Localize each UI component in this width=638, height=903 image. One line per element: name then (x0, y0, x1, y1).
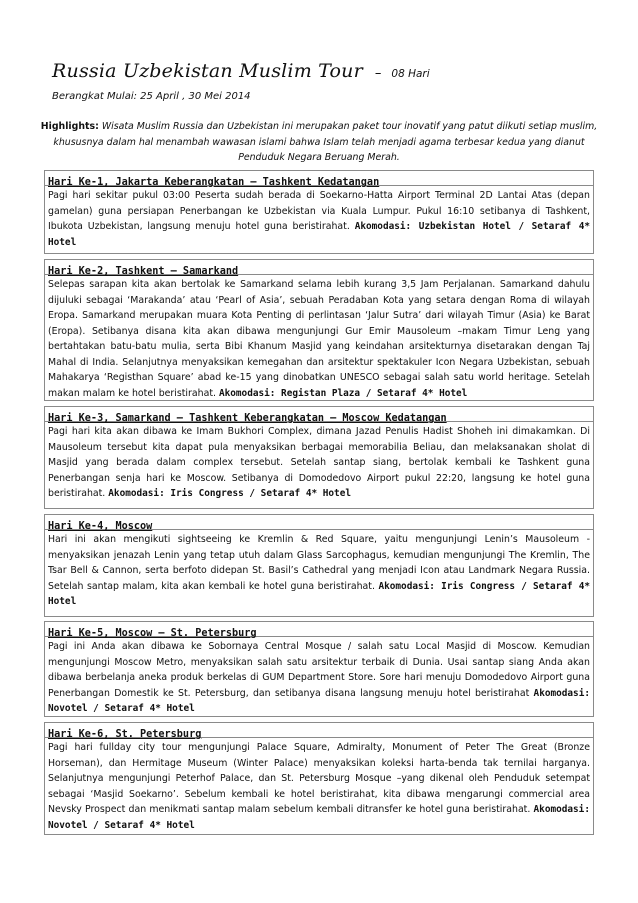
departure-dates: Berangkat Mulai: 25 April , 30 Mei 2014 (52, 91, 251, 102)
day-title: Hari Ke-3, Samarkand – Tashkent Keberangkatan – Moscow Kedatangan (48, 413, 447, 424)
day-header (45, 407, 593, 422)
highlights-text: Wisata Muslim Russia dan Uzbekistan ini merupakan paket tour inovatif yang patut diikuti setiap muslim, khususnya dalam hal menambah wawasan islami bahwa Islam telah menjadi agama terbesar kedua yang dianut Penduduk Negara Beruang Merah. (53, 121, 598, 164)
day-description (45, 186, 593, 251)
day-box-2 (44, 259, 594, 401)
tour-duration: 08 Hari (391, 68, 430, 80)
day-text: Selepas sarapan kita akan bertolak ke Samarkand selama lebih kurang 3,5 Jam Perjalanan. Samarkand dahulu dijuluki sebagai ‘Marakanda’ atau ‘Pearl of Asia’, sebuah Peradaban Kota yang setara dengan Roma di wilayah Eropa. Samarkand merupakan muara Kota Penting di perlintasan ‘Jalur Sutra’ dari wilayah Timur (Asia) ke Barat (Eropa). Setibanya disana kita akan dibawa mengunjungi Gur Emir Mausoleum –makam Timur Leng yang bertahtakan batu-batu mulia, serta Bibi Khanum Masjid yang keindahan arsitekturnya disetarakan dengan Taj Mahal di India. Selanjutnya menyaksikan kemegahan dan arsitektur spektakuler Icon Negara Uzbekistan, sebuah Mahakarya ‘Registhan Square’ abad ke-15 yang dinobatkan UNESCO sebagai salah satu world heritage. Setelah makan malam ke hotel beristirahat. (48, 279, 590, 399)
day-description (45, 738, 593, 834)
day-title: Hari Ke-1, Jakarta Keberangkatan – Tashkent Kedatangan (48, 177, 380, 188)
day-title: Hari Ke-6, St. Petersburg (48, 729, 202, 740)
day-accommodation: Akomodasi: Uzbekistan Hotel / Setaraf 4* Hotel (48, 221, 591, 248)
day-box-5 (44, 621, 594, 717)
day-text: Pagi hari sekitar pukul 03:00 Peserta sudah berada di Soekarno-Hatta Airport Terminal 2D Lantai Atas (depan gamelan) guna persiapan Penerbangan ke Uzbekistan via Kuala Lumpur. Pukul 16:10 setibanya di Tashkent, Ibukota Uzbekistan, langsung menuju hotel guna beristirahat. (48, 190, 590, 232)
day-text: Pagi hari fullday city tour mengunjungi Palace Square, Admiralty, Monument of Peter The Great (Bronze Horseman), dan Hermitage Museum (Winter Palace) menyaksikan koleksi harta-benda tak ternilai harganya. Selanjutnya mengunjungi Peterhof Palace, dan St. Petersburg Mosque –yang dikenal oleh Penduduk setempat sebagai ‘Masjid Soekarno’. Sebelum kembali ke hotel beristirahat, kita dibawa mengarungi commercial area Nevsky Prospect dan menikmati santap malam sebelum kembali ditransfer ke hotel guna beristirahat. (48, 742, 590, 815)
day-title: Hari Ke-4, Moscow (48, 521, 153, 532)
day-accommodation: Akomodasi: Iris Congress / Setaraf 4* Hotel (48, 580, 591, 607)
day-accommodation: Akomodasi: Iris Congress / Setaraf 4* Hotel (108, 488, 351, 499)
day-text: Pagi ini Anda akan dibawa ke Sobornaya Central Mosque / salah satu Local Masjid di Moscow. Kemudian mengunjungi Moscow Metro, menyaksikan salah satu arsitektur terbaik di Dunia. Usai santap siang Anda akan dibawa berbelanja aneka produk berkelas di GUM Department Store. Sore hari menuju Domodedovo Airport guna Penerbangan Domestik ke St. Petersburg, dan setibanya disana langsung menuju hotel beristirahat (48, 641, 590, 699)
day-description (45, 275, 593, 402)
day-header (45, 171, 593, 186)
page-title: Russia Uzbekistan Muslim Tour (52, 60, 363, 82)
title-row (52, 60, 430, 82)
day-text: Pagi hari kita akan dibawa ke Imam Bukhori Complex, dimana Jazad Penulis Hadist Shoheh ini dimakamkan. Di Mausoleum tersebut kita dapat pula menyaksikan berbagai memorabilia Beliau, dan melaksanakan sholat di Masjid yang berada dalam complex tersebut. Setelah santap siang, bertolak kembali ke Tashkent guna Penerbangan senja hari ke Moscow. Setibanya di Domodedovo Airport pukul 22:20, langsung ke hotel guna beristirahat. (48, 426, 590, 499)
day-title: Hari Ke-2, Tashkent – Samarkand (48, 266, 239, 277)
day-box-4 (44, 514, 594, 617)
day-title: Hari Ke-5, Moscow – St. Petersburg (48, 628, 257, 639)
day-box-6 (44, 722, 594, 835)
day-description (45, 637, 593, 718)
day-accommodation: Akomodasi: Novotel / Setaraf 4* Hotel (48, 687, 590, 714)
day-description (45, 530, 593, 611)
title-dash: – (374, 66, 382, 81)
day-header (45, 723, 593, 738)
day-box-1 (44, 170, 594, 254)
day-text: Hari ini akan mengikuti sightseeing ke Kremlin & Red Square, yaitu mengunjungi Lenin’s Mausoleum - menyaksikan jenazah Lenin yang tetap utuh dalam Glass Sarcophagus, kemudian mengunjungi The Kremlin, The Tsar Bell & Cannon, serta berfoto didepan St. Basil’s Cathedral yang menjadi Icon atau Landmark Negara Russia. Setelah santap malam, kita akan kembali ke hotel guna beristirahat. (48, 534, 590, 592)
day-header (45, 515, 593, 530)
day-header (45, 622, 593, 637)
day-box-3 (44, 406, 594, 509)
day-accommodation: Akomodasi: Registan Plaza / Setaraf 4* Hotel (218, 387, 468, 399)
highlights-paragraph (36, 119, 602, 166)
day-description (45, 422, 593, 503)
day-header (45, 260, 593, 275)
highlights-label: Highlights: (40, 121, 99, 132)
day-accommodation: Akomodasi: Novotel / Setaraf 4* Hotel (48, 804, 590, 831)
